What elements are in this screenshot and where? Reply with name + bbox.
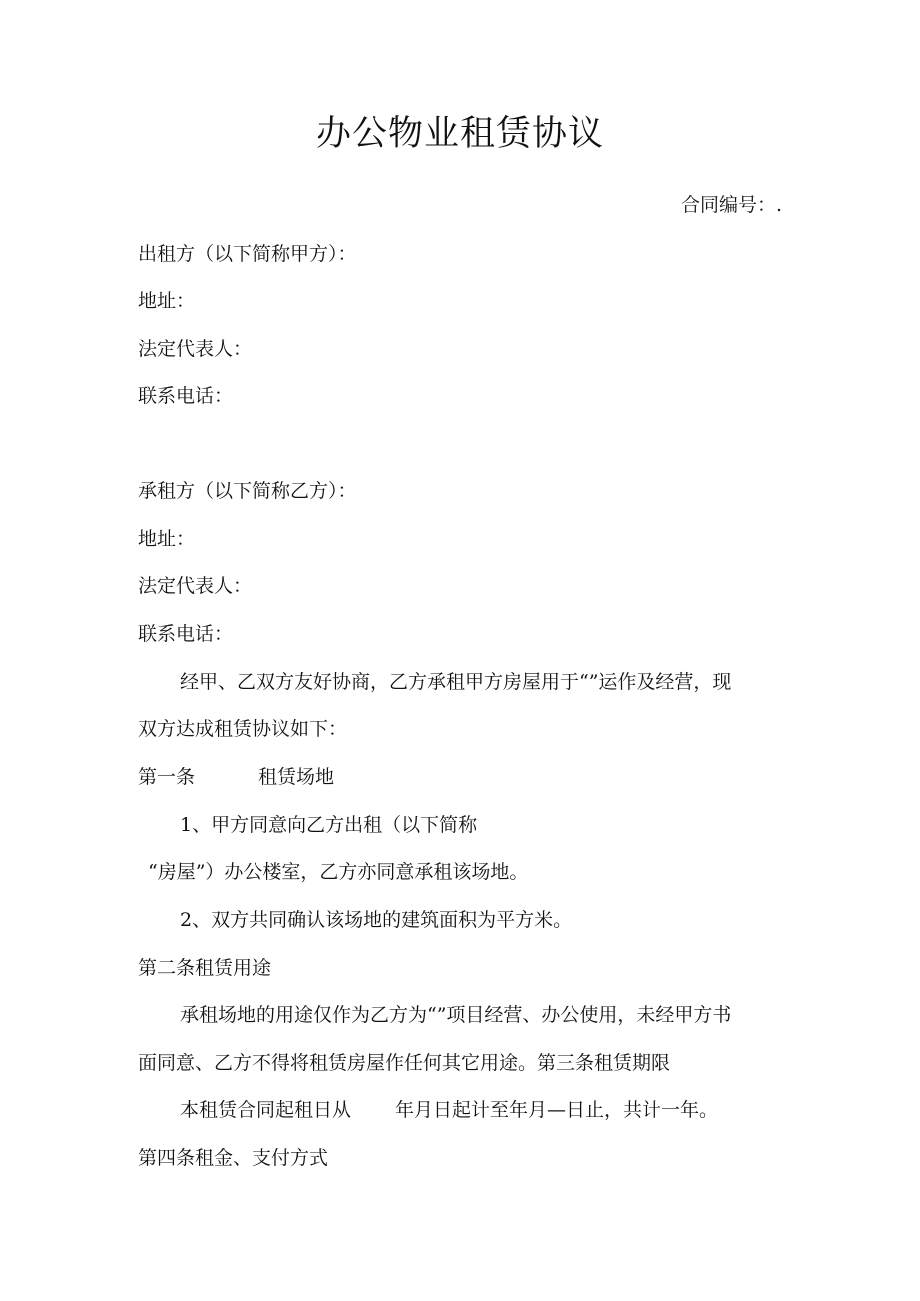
lessor-address: 地址：	[138, 290, 196, 312]
intro-line-2: 双方达成租赁协议如下：	[138, 718, 348, 740]
article-2-line-1: 承租场地的用途仅作为乙方为“”项目经营、办公使用，未经甲方书	[180, 1004, 732, 1026]
article-1-heading	[138, 764, 334, 790]
article-1-name: 租赁场地	[258, 766, 335, 788]
intro-line-1: 经甲、乙双方友好协商，乙方承租甲方房屋用于“”运作及经营，现	[180, 671, 732, 693]
article-3-text-end: 年月日起计至年月—日止，共计一年。	[395, 1099, 719, 1121]
lessor-representative: 法定代表人：	[138, 338, 253, 360]
article-1-item-1a: 1、甲方同意向乙方出租（以下简称	[180, 814, 478, 836]
article-1-number: 第一条	[138, 766, 196, 788]
contract-number: 合同编号：.	[680, 194, 782, 216]
lessor-heading: 出租方（以下简称甲方）：	[138, 243, 357, 265]
article-4-heading: 第四条租金、支付方式	[138, 1147, 329, 1169]
lessee-heading: 承租方（以下简称乙方）：	[138, 480, 357, 502]
article-2-heading: 第二条租赁用途	[138, 957, 272, 979]
lessee-representative: 法定代表人：	[138, 575, 253, 597]
lessor-phone: 联系电话：	[138, 385, 234, 407]
article-1-item-2: 2、双方共同确认该场地的建筑面积为平方米。	[180, 909, 573, 931]
article-3-text-start: 本租赁合同起租日从	[180, 1099, 352, 1121]
lessee-phone: 联系电话：	[138, 623, 234, 645]
lessee-address: 地址：	[138, 528, 196, 550]
document-title: 办公物业租赁协议	[315, 114, 604, 154]
article-3-text	[180, 1097, 718, 1123]
article-1-item-1b: “房屋”）办公楼室，乙方亦同意承租该场地。	[148, 861, 529, 883]
article-2-line-2: 面同意、乙方不得将租赁房屋作任何其它用途。第三条租赁期限	[138, 1052, 671, 1074]
